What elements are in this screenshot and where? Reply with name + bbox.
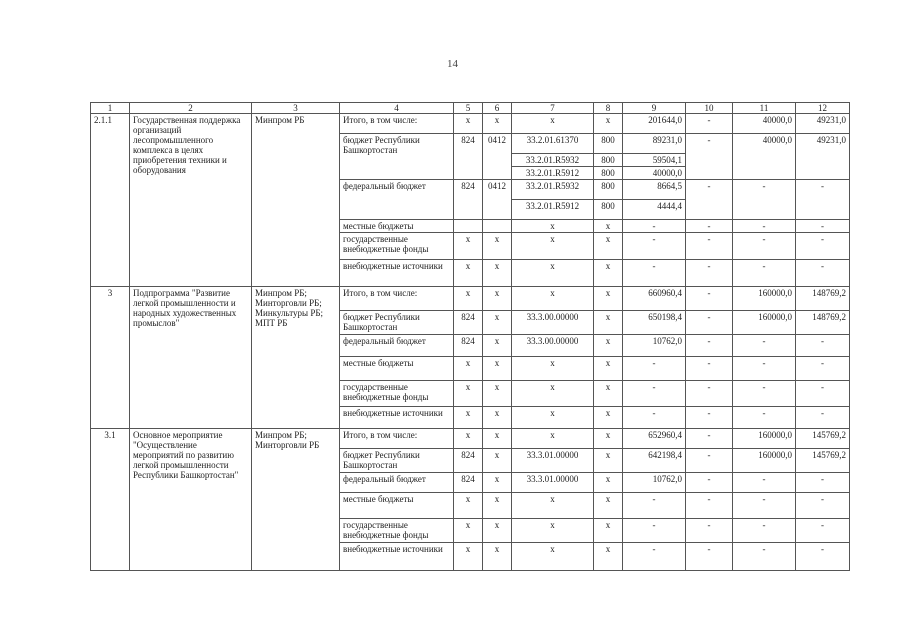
cell-grbs: х [454,114,483,134]
cell-vr: 800 [594,154,623,167]
cell-csr: 33.2.01.61370 [512,134,594,154]
cell-col12: 145769,2 [796,429,850,449]
cell-csr: х [512,543,594,571]
cell-col10: - [686,473,733,493]
funding-source: государственные внебюджетные фонды [340,233,454,260]
cell-col11: 160000,0 [733,449,796,473]
cell-col12: 145769,2 [796,449,850,473]
cell-total: 201644,0 [623,114,686,134]
cell-grbs: 824 [454,449,483,473]
cell-csr: 33.2.01.R5932 [512,180,594,200]
cell-rzpr: х [483,473,512,493]
cell-csr: х [512,407,594,429]
cell-grbs: х [454,233,483,260]
cell-vr: х [594,429,623,449]
header-cell: 5 [454,103,483,114]
cell-grbs: х [454,381,483,407]
cell-col11: - [733,473,796,493]
cell-col12: - [796,473,850,493]
executor: Минпром РБ; Минторговли РБ; Минкультуры РБ; МПТ РБ [252,287,340,429]
page-number: 14 [447,58,458,70]
funding-source: бюджет Республики Башкортостан [340,311,454,335]
cell-col11: 160000,0 [733,311,796,335]
cell-col12: 49231,0 [796,134,850,180]
cell-csr: х [512,287,594,311]
cell-total: - [623,519,686,543]
funding-source: федеральный бюджет [340,335,454,357]
cell-grbs: 824 [454,335,483,357]
cell-col11: - [733,543,796,571]
header-cell: 12 [796,103,850,114]
cell-col12: - [796,260,850,287]
row-number: 2.1.1 [91,114,130,287]
cell-grbs: 824 [454,134,483,180]
cell-vr: х [594,260,623,287]
funding-source: государственные внебюджетные фонды [340,519,454,543]
header-cell: 6 [483,103,512,114]
cell-csr: х [512,260,594,287]
cell-total: 660960,4 [623,287,686,311]
cell-col10: - [686,407,733,429]
row-number: 3 [91,287,130,429]
header-cell: 2 [130,103,252,114]
budget-table [90,102,850,571]
cell-total: - [623,381,686,407]
funding-source: местные бюджеты [340,357,454,381]
cell-total: 40000,0 [623,167,686,180]
cell-vr: х [594,287,623,311]
cell-col10: - [686,335,733,357]
cell-grbs: х [454,429,483,449]
cell-col12: - [796,180,850,220]
cell-vr: х [594,519,623,543]
cell-col12: - [796,543,850,571]
cell-csr: 33.3.01.00000 [512,449,594,473]
funding-source: Итого, в том числе: [340,287,454,311]
cell-total: 10762,0 [623,335,686,357]
cell-vr: х [594,311,623,335]
executor: Минпром РБ; Минторговли РБ [252,429,340,571]
cell-csr: х [512,114,594,134]
cell-csr: х [512,429,594,449]
cell-col10: - [686,519,733,543]
cell-col12: - [796,381,850,407]
cell-col12: - [796,519,850,543]
funding-source: внебюджетные источники [340,543,454,571]
cell-grbs: х [454,493,483,519]
funding-source: федеральный бюджет [340,180,454,220]
cell-col10: - [686,493,733,519]
cell-col10: - [686,429,733,449]
header-cell: 8 [594,103,623,114]
measure-name: Основное мероприятие "Осуществление мероприятий по развитию легкой промышленности Республики Башкортостан" [130,429,252,571]
cell-col12: - [796,335,850,357]
cell-col11: - [733,519,796,543]
cell-vr: х [594,220,623,233]
cell-csr: х [512,493,594,519]
header-cell: 10 [686,103,733,114]
cell-col12: - [796,220,850,233]
funding-source: внебюджетные источники [340,407,454,429]
cell-col10: - [686,287,733,311]
cell-grbs [454,220,483,233]
cell-vr: х [594,357,623,381]
cell-vr: х [594,407,623,429]
funding-source: Итого, в том числе: [340,429,454,449]
cell-col12: - [796,357,850,381]
cell-col11: 160000,0 [733,429,796,449]
cell-vr: х [594,114,623,134]
cell-total: 89231,0 [623,134,686,154]
cell-total: 8664,5 [623,180,686,200]
cell-total: 4444,4 [623,200,686,220]
cell-grbs: х [454,260,483,287]
cell-col12: - [796,233,850,260]
funding-source: внебюджетные источники [340,260,454,287]
cell-col10: - [686,449,733,473]
cell-grbs: х [454,543,483,571]
cell-col11: - [733,407,796,429]
cell-col10: - [686,114,733,134]
cell-vr: 800 [594,167,623,180]
cell-col11: 160000,0 [733,287,796,311]
cell-col10: - [686,180,733,220]
cell-col12: 148769,2 [796,287,850,311]
cell-csr: 33.3.00.00000 [512,335,594,357]
cell-rzpr: х [483,287,512,311]
header-cell: 9 [623,103,686,114]
cell-vr: 800 [594,180,623,200]
cell-col10: - [686,260,733,287]
cell-csr: 33.3.01.00000 [512,473,594,493]
cell-rzpr: х [483,407,512,429]
cell-rzpr [483,220,512,233]
measure-name: Подпрограмма "Развитие легкой промышленности и народных художественных промыслов" [130,287,252,429]
cell-total: - [623,233,686,260]
cell-total: - [623,260,686,287]
cell-col11: - [733,233,796,260]
cell-vr: х [594,335,623,357]
cell-vr: х [594,473,623,493]
cell-total: - [623,543,686,571]
cell-grbs: 824 [454,311,483,335]
cell-rzpr: х [483,233,512,260]
executor: Минпром РБ [252,114,340,287]
cell-col11: 40000,0 [733,134,796,180]
cell-rzpr: х [483,114,512,134]
cell-col11: - [733,493,796,519]
cell-col12: - [796,493,850,519]
cell-rzpr: х [483,429,512,449]
cell-total: 59504,1 [623,154,686,167]
cell-col11: - [733,357,796,381]
cell-rzpr: 0412 [483,180,512,220]
header-cell: 7 [512,103,594,114]
measure-name: Государственная поддержка организаций лесопромышленного комплекса в целях приобретения техники и оборудования [130,114,252,287]
cell-rzpr: х [483,519,512,543]
cell-grbs: х [454,407,483,429]
cell-grbs: 824 [454,473,483,493]
cell-csr: 33.2.01.R5912 [512,167,594,180]
cell-vr: х [594,233,623,260]
cell-rzpr: х [483,381,512,407]
cell-col12: 49231,0 [796,114,850,134]
cell-total: 10762,0 [623,473,686,493]
cell-total: 642198,4 [623,449,686,473]
cell-rzpr: 0412 [483,134,512,180]
cell-csr: х [512,381,594,407]
cell-total: - [623,357,686,381]
cell-vr: 800 [594,200,623,220]
cell-col11: - [733,381,796,407]
header-cell: 3 [252,103,340,114]
table-row [91,287,850,311]
cell-total: 650198,4 [623,311,686,335]
table-row [91,429,850,449]
cell-col10: - [686,134,733,180]
cell-vr: х [594,543,623,571]
funding-source: бюджет Республики Башкортостан [340,449,454,473]
cell-total: - [623,493,686,519]
cell-col12: 148769,2 [796,311,850,335]
funding-source: Итого, в том числе: [340,114,454,134]
cell-grbs: 824 [454,180,483,220]
cell-csr: 33.3.00.00000 [512,311,594,335]
header-cell: 11 [733,103,796,114]
cell-csr: х [512,357,594,381]
cell-col10: - [686,233,733,260]
cell-total: 652960,4 [623,429,686,449]
header-cell: 1 [91,103,130,114]
cell-grbs: х [454,357,483,381]
funding-source: бюджет Республики Башкортостан [340,134,454,180]
cell-rzpr: х [483,357,512,381]
funding-source: государственные внебюджетные фонды [340,381,454,407]
cell-col12: - [796,407,850,429]
cell-rzpr: х [483,449,512,473]
header-row [91,103,850,114]
cell-rzpr: х [483,335,512,357]
cell-vr: х [594,449,623,473]
cell-col11: - [733,220,796,233]
cell-col11: 40000,0 [733,114,796,134]
cell-rzpr: х [483,493,512,519]
cell-csr: х [512,220,594,233]
cell-col11: - [733,335,796,357]
cell-col11: - [733,180,796,220]
cell-csr: х [512,519,594,543]
row-number: 3.1 [91,429,130,571]
cell-vr: х [594,381,623,407]
cell-rzpr: х [483,543,512,571]
cell-total: - [623,220,686,233]
table-row [91,114,850,134]
cell-rzpr: х [483,311,512,335]
cell-vr: х [594,493,623,519]
cell-csr: 33.2.01.R5912 [512,200,594,220]
cell-col10: - [686,543,733,571]
cell-col10: - [686,381,733,407]
cell-total: - [623,407,686,429]
funding-source: федеральный бюджет [340,473,454,493]
cell-col10: - [686,357,733,381]
cell-col10: - [686,220,733,233]
header-cell: 4 [340,103,454,114]
funding-source: местные бюджеты [340,493,454,519]
cell-csr: х [512,233,594,260]
cell-col11: - [733,260,796,287]
cell-rzpr: х [483,260,512,287]
cell-vr: 800 [594,134,623,154]
cell-grbs: х [454,287,483,311]
cell-grbs: х [454,519,483,543]
funding-source: местные бюджеты [340,220,454,233]
cell-col10: - [686,311,733,335]
cell-csr: 33.2.01.R5932 [512,154,594,167]
